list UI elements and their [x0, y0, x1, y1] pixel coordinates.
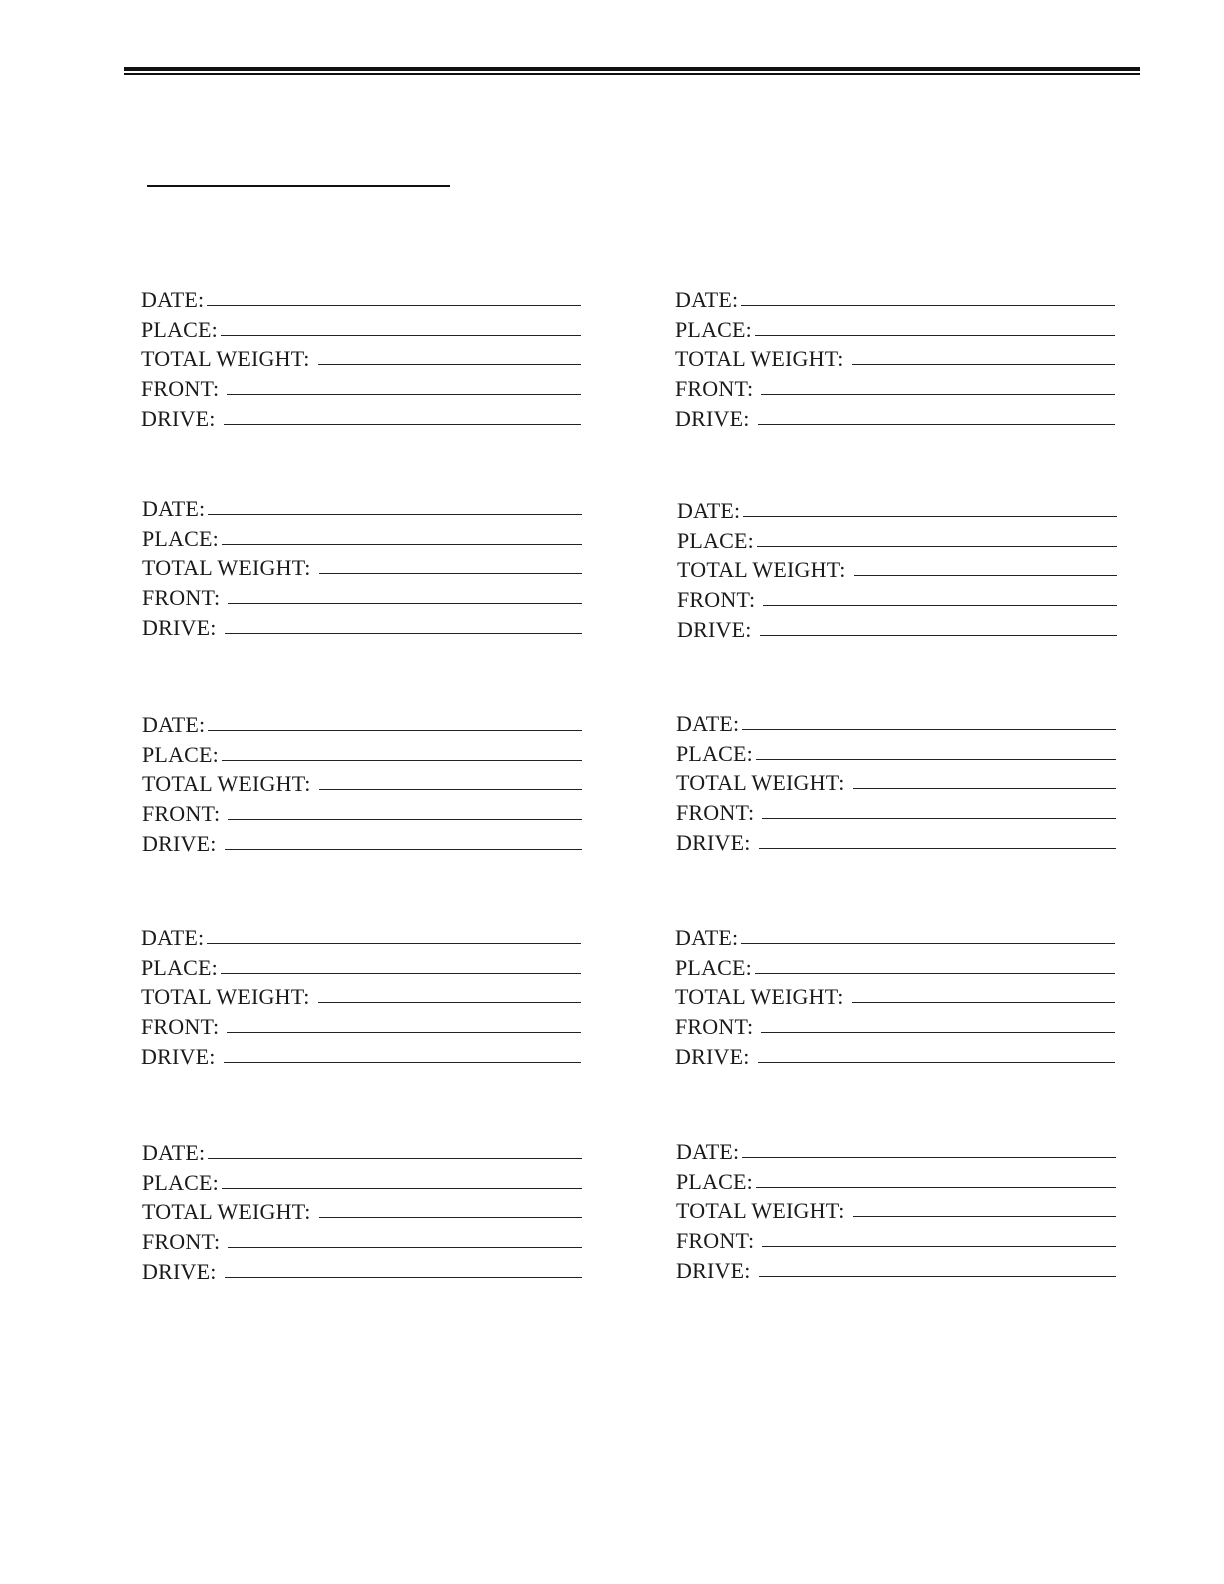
weight-record — [676, 708, 1116, 857]
place-input-line[interactable] — [222, 1188, 582, 1189]
total-weight-label: TOTAL WEIGHT: — [675, 984, 844, 1010]
date-label: DATE: — [677, 497, 741, 523]
front-field — [676, 797, 1116, 827]
place-label: PLACE: — [676, 1168, 753, 1194]
front-field — [676, 1225, 1116, 1255]
front-input-line[interactable] — [227, 394, 581, 395]
drive-field — [675, 1041, 1115, 1071]
total-weight-field — [142, 553, 582, 583]
drive-input-line[interactable] — [758, 424, 1115, 425]
front-label: FRONT: — [141, 1014, 220, 1040]
drive-label: DRIVE: — [675, 405, 750, 431]
place-input-line[interactable] — [221, 335, 581, 336]
total-weight-label: TOTAL WEIGHT: — [676, 770, 845, 796]
place-input-line[interactable] — [221, 973, 581, 974]
date-field — [675, 284, 1115, 314]
place-input-line[interactable] — [756, 759, 1116, 760]
total-weight-field — [675, 982, 1115, 1012]
total-weight-field — [677, 555, 1117, 585]
place-input-line[interactable] — [222, 544, 582, 545]
date-field — [142, 493, 582, 523]
front-input-line[interactable] — [762, 1246, 1116, 1247]
drive-label: DRIVE: — [676, 829, 751, 855]
date-field — [676, 708, 1116, 738]
front-label: FRONT: — [142, 585, 221, 611]
total-weight-field — [676, 768, 1116, 798]
date-input-line[interactable] — [741, 943, 1115, 944]
place-field — [142, 523, 582, 553]
drive-field — [142, 612, 582, 642]
place-label: PLACE: — [142, 525, 219, 551]
drive-field — [677, 614, 1117, 644]
drive-input-line[interactable] — [760, 635, 1117, 636]
total-weight-field — [142, 1197, 582, 1227]
drive-input-line[interactable] — [225, 633, 582, 634]
drive-label: DRIVE: — [142, 830, 217, 856]
drive-input-line[interactable] — [758, 1062, 1115, 1063]
front-input-line[interactable] — [228, 1247, 582, 1248]
place-label: PLACE: — [677, 527, 754, 553]
place-field — [675, 952, 1115, 982]
front-field — [675, 1011, 1115, 1041]
drive-field — [141, 1041, 581, 1071]
drive-label: DRIVE: — [141, 1043, 216, 1069]
front-input-line[interactable] — [227, 1032, 581, 1033]
weight-record — [141, 284, 581, 433]
date-label: DATE: — [676, 710, 740, 736]
total-weight-field — [675, 344, 1115, 374]
drive-field — [142, 1256, 582, 1286]
weight-record — [675, 922, 1115, 1071]
total-weight-label: TOTAL WEIGHT: — [142, 1199, 311, 1225]
date-input-line[interactable] — [741, 305, 1115, 306]
drive-field — [676, 827, 1116, 857]
front-field — [142, 798, 582, 828]
drive-label: DRIVE: — [675, 1043, 750, 1069]
date-input-line[interactable] — [207, 305, 581, 306]
total-weight-input-line[interactable] — [852, 1002, 1115, 1003]
weight-record — [141, 922, 581, 1071]
date-label: DATE: — [675, 924, 739, 950]
place-field — [141, 952, 581, 982]
front-input-line[interactable] — [228, 819, 582, 820]
weight-record — [677, 495, 1117, 644]
total-weight-label: TOTAL WEIGHT: — [676, 1198, 845, 1224]
total-weight-input-line[interactable] — [319, 573, 582, 574]
place-field — [675, 314, 1115, 344]
front-input-line[interactable] — [761, 1032, 1115, 1033]
drive-field — [676, 1255, 1116, 1285]
total-weight-field — [676, 1196, 1116, 1226]
place-input-line[interactable] — [757, 546, 1117, 547]
total-weight-input-line[interactable] — [318, 1002, 581, 1003]
date-input-line[interactable] — [208, 1158, 582, 1159]
total-weight-label: TOTAL WEIGHT: — [142, 555, 311, 581]
drive-field — [142, 828, 582, 858]
place-input-line[interactable] — [756, 1187, 1116, 1188]
front-field — [141, 1011, 581, 1041]
date-input-line[interactable] — [207, 943, 581, 944]
date-input-line[interactable] — [742, 729, 1116, 730]
total-weight-input-line[interactable] — [852, 364, 1115, 365]
front-field — [142, 582, 582, 612]
total-weight-label: TOTAL WEIGHT: — [675, 346, 844, 372]
place-field — [141, 314, 581, 344]
date-field — [141, 284, 581, 314]
date-input-line[interactable] — [208, 730, 582, 731]
total-weight-input-line[interactable] — [319, 789, 582, 790]
weight-record — [142, 493, 582, 642]
total-weight-input-line[interactable] — [854, 575, 1117, 576]
date-label: DATE: — [675, 286, 739, 312]
front-field — [675, 373, 1115, 403]
front-field — [141, 373, 581, 403]
total-weight-label: TOTAL WEIGHT: — [141, 346, 310, 372]
place-label: PLACE: — [676, 740, 753, 766]
place-field — [676, 1166, 1116, 1196]
drive-input-line[interactable] — [224, 424, 581, 425]
front-label: FRONT: — [141, 376, 220, 402]
drive-input-line[interactable] — [225, 849, 582, 850]
front-label: FRONT: — [675, 1014, 754, 1040]
date-label: DATE: — [142, 1139, 206, 1165]
front-input-line[interactable] — [228, 603, 582, 604]
date-field — [142, 709, 582, 739]
drive-input-line[interactable] — [759, 848, 1116, 849]
place-input-line[interactable] — [755, 973, 1115, 974]
front-label: FRONT: — [142, 801, 221, 827]
drive-input-line[interactable] — [759, 1276, 1116, 1277]
date-input-line[interactable] — [743, 516, 1117, 517]
place-field — [142, 1167, 582, 1197]
total-weight-input-line[interactable] — [853, 1216, 1116, 1217]
total-weight-input-line[interactable] — [853, 788, 1116, 789]
drive-field — [141, 403, 581, 433]
title-blank-line[interactable] — [147, 185, 450, 187]
date-label: DATE: — [142, 711, 206, 737]
place-label: PLACE: — [142, 1169, 219, 1195]
total-weight-field — [142, 769, 582, 799]
total-weight-label: TOTAL WEIGHT: — [141, 984, 310, 1010]
place-input-line[interactable] — [222, 760, 582, 761]
date-field — [141, 922, 581, 952]
front-label: FRONT: — [142, 1229, 221, 1255]
total-weight-input-line[interactable] — [318, 364, 581, 365]
weight-record — [142, 1137, 582, 1286]
place-label: PLACE: — [675, 316, 752, 342]
total-weight-label: TOTAL WEIGHT: — [142, 771, 311, 797]
weight-record — [676, 1136, 1116, 1285]
front-field — [677, 584, 1117, 614]
total-weight-field — [141, 344, 581, 374]
place-label: PLACE: — [142, 741, 219, 767]
place-field — [677, 525, 1117, 555]
drive-label: DRIVE: — [676, 1257, 751, 1283]
place-label: PLACE: — [141, 316, 218, 342]
date-label: DATE: — [141, 924, 205, 950]
front-label: FRONT: — [676, 800, 755, 826]
front-input-line[interactable] — [763, 605, 1117, 606]
drive-label: DRIVE: — [142, 1258, 217, 1284]
place-input-line[interactable] — [755, 335, 1115, 336]
weight-record — [675, 284, 1115, 433]
drive-input-line[interactable] — [225, 1277, 582, 1278]
header-rule-thin — [124, 73, 1140, 75]
date-field — [676, 1136, 1116, 1166]
total-weight-input-line[interactable] — [319, 1217, 582, 1218]
date-field — [677, 495, 1117, 525]
front-label: FRONT: — [675, 376, 754, 402]
date-label: DATE: — [142, 495, 206, 521]
total-weight-label: TOTAL WEIGHT: — [677, 557, 846, 583]
place-field — [676, 738, 1116, 768]
date-label: DATE: — [141, 286, 205, 312]
drive-input-line[interactable] — [224, 1062, 581, 1063]
date-field — [142, 1137, 582, 1167]
front-field — [142, 1226, 582, 1256]
weight-record — [142, 709, 582, 858]
drive-label: DRIVE: — [677, 616, 752, 642]
total-weight-field — [141, 982, 581, 1012]
front-label: FRONT: — [677, 587, 756, 613]
drive-field — [675, 403, 1115, 433]
front-input-line[interactable] — [762, 818, 1116, 819]
date-label: DATE: — [676, 1138, 740, 1164]
place-field — [142, 739, 582, 769]
place-label: PLACE: — [141, 954, 218, 980]
drive-label: DRIVE: — [142, 614, 217, 640]
header-rule-thick — [124, 67, 1140, 71]
date-input-line[interactable] — [208, 514, 582, 515]
front-label: FRONT: — [676, 1228, 755, 1254]
drive-label: DRIVE: — [141, 405, 216, 431]
date-field — [675, 922, 1115, 952]
place-label: PLACE: — [675, 954, 752, 980]
front-input-line[interactable] — [761, 394, 1115, 395]
date-input-line[interactable] — [742, 1157, 1116, 1158]
